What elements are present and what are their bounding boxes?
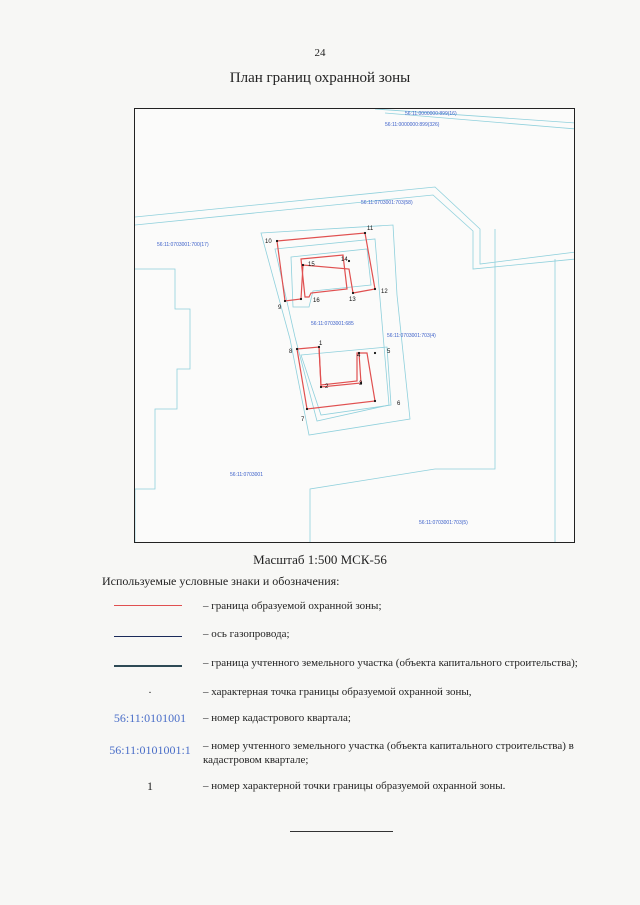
legend-item-text: – граница образуемой охранной зоны;: [203, 600, 382, 612]
parcel-label: 56:11:0703001:703(5): [419, 520, 468, 526]
point-label: 12: [381, 289, 388, 295]
parcel-number-symbol: 56:11:0101001:1: [109, 743, 191, 757]
legend-heading: Используемые условные знаки и обозначения:: [102, 574, 340, 588]
quarter-label: 56:11:0703001: [230, 472, 263, 478]
parcel-label: 56:11:0703001:703(4): [387, 333, 436, 339]
point-label: 1: [319, 341, 323, 347]
point-label: 15: [308, 262, 315, 268]
parcel-label: 56:11:0000000:899(16): [405, 111, 457, 117]
scale-caption: Масштаб 1:500 МСК-56: [253, 552, 387, 567]
point-label: 11: [367, 226, 374, 232]
point-label: 2: [325, 384, 329, 390]
point-label: 3: [359, 381, 363, 387]
point-label: 16: [313, 298, 320, 304]
parcel-label: 56:11:0703001:685: [311, 321, 354, 327]
boundary-map: [134, 108, 575, 543]
legend-item-text: – номер характерной точки границы образуемой охранной зоны.: [203, 780, 506, 792]
parcel-label: 56:11:0000000:899(326): [385, 122, 440, 128]
point-label: 6: [397, 401, 401, 407]
point-label: 5: [387, 349, 391, 355]
page-title: План границ охранной зоны: [229, 70, 411, 86]
parcel-label: 56:11:0703001:700(17): [157, 242, 209, 248]
legend-item-text: – граница учтенного земельного участка (объекта капитального строительства);: [203, 657, 578, 669]
point-number-symbol: 1: [147, 779, 153, 793]
legend-item-text: – характерная точка границы образуемой охранной зоны,: [203, 686, 472, 698]
legend-item-text: – номер кадастрового квартала;: [203, 712, 351, 724]
point-symbol: .: [148, 684, 152, 696]
point-label: 8: [289, 349, 293, 355]
gas-axis-symbol: [100, 627, 200, 641]
point-label: 14: [341, 257, 348, 263]
point-label: 9: [278, 305, 282, 311]
zone-boundary-symbol: [100, 599, 200, 613]
map-drawing: [135, 109, 575, 543]
point-label: 10: [265, 239, 272, 245]
parcel-boundary-symbol: [100, 656, 200, 670]
point-label: 13: [349, 297, 356, 303]
legend-item-text: – номер учтенного земельного участка (объекта капитального строительства) в кадастровом квартале;: [203, 740, 574, 766]
cadastral-quarter-symbol: 56:11:0101001: [113, 711, 187, 725]
page-number: 24: [314, 47, 326, 59]
point-label: 7: [301, 417, 305, 423]
parcel-label: 56:11:0703001:703(58): [361, 200, 413, 206]
footer-divider: [290, 831, 393, 832]
point-label: 4: [357, 353, 361, 359]
legend-item-text: – ось газопровода;: [203, 628, 290, 640]
